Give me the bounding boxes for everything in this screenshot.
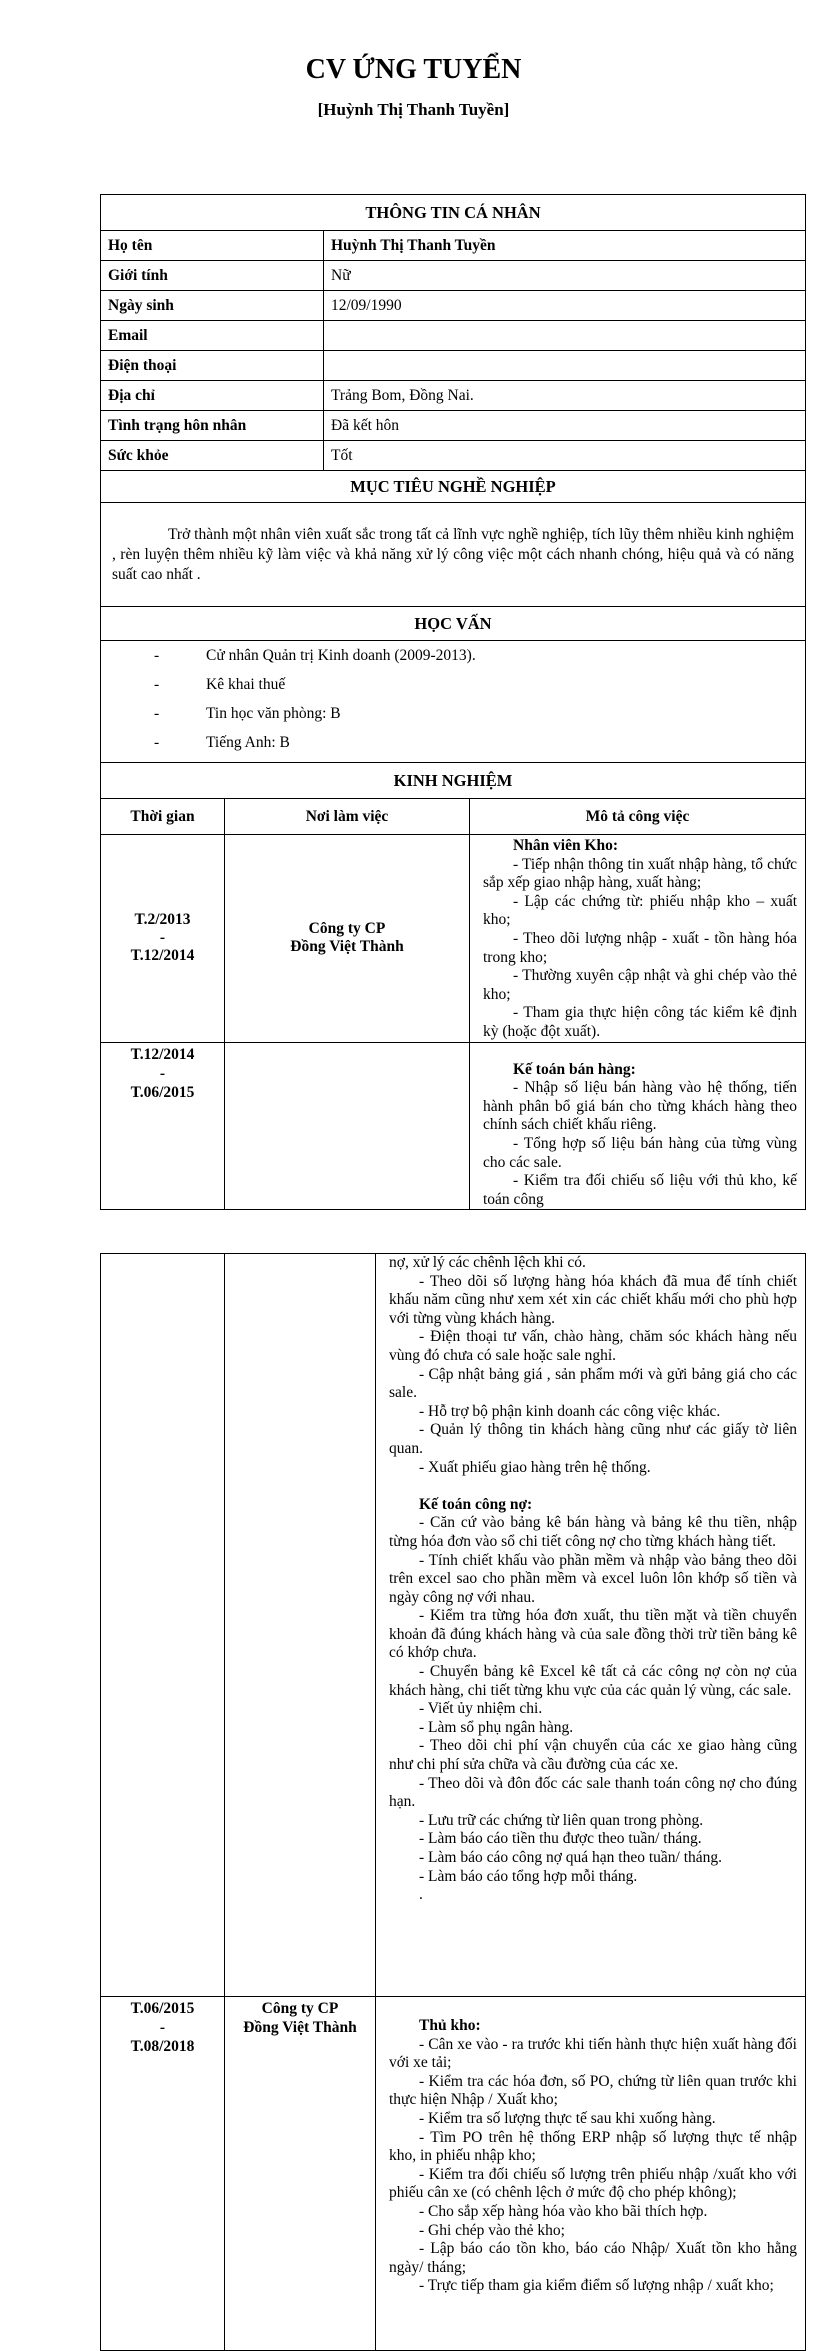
job-description: nợ, xử lý các chênh lệch khi có. - Theo dõi số lượng hàng hóa khách đã mua để tính chiết khấu năm cũng như xem xét xin các chiết khấu mới cho phù hợp với từng vùng khách hàng. - Điện thoại tư vấn, chào hàng, chăm sóc khách hàng nếu vùng đó chưa có sale hoặc sale nghỉ. - Cập nhật bảng giá , sản phẩm mới và gửi bảng giá cho các sale. - Hỗ trợ bộ phận kinh doanh các công việc khác. - Quản lý thông tin khách hàng cũng như các giấy tờ liên quan. - Xuất phiếu giao hàng trên hệ thống. Kế toán công nợ: - Căn cứ vào bảng kê bán hàng và bảng kê thu tiền, nhập từng hóa đơn vào sổ chi tiết công nợ cho từng khách hàng tiết. - Tính chiết khấu vào phần mềm và nhập vào bảng theo dõi trên excel sao cho phần mềm và excel luôn lôn khớp số tiền và ngày công nợ với nhau. - Kiểm tra từng hóa đơn xuất, thu tiền mặt và tiền chuyển khoản đã đúng khách hàng và của sale đồng thời trừ tiền bảng kê có khớp chưa. - Chuyển bảng kê Excel kê tất cả các công nợ còn nợ của khách hàng, chi tiết từng khu vực của các quản lý vùng, các sale. - Viết ủy nhiệm chi. - Làm sổ phụ ngân hàng. - Theo dõi chi phí vận chuyển của các xe giao hàng cũng như chi phí sửa chữa và cầu đường của các xe. - Theo dõi và đôn đốc các sale thanh toán công nợ cho đúng hạn. - Lưu trữ các chứng từ liên quan trong phòng. - Làm báo cáo tiền thu được theo tuần/ tháng. - Làm báo cáo công nợ quá hạn theo tuần/ tháng. - Làm báo cáo tổng hợp mỗi tháng. . bbox=[376, 1254, 806, 1997]
job-company bbox=[225, 1042, 470, 1210]
field-value: Tốt bbox=[324, 441, 806, 471]
field-value: Huỳnh Thị Thanh Tuyền bbox=[324, 231, 806, 261]
objective-section-title: MỤC TIÊU NGHỀ NGHIỆP bbox=[101, 471, 806, 503]
job-company: Công ty CP Đồng Việt Thành bbox=[225, 1997, 376, 2351]
field-value: 12/09/1990 bbox=[324, 291, 806, 321]
field-label: Địa chỉ bbox=[101, 381, 324, 411]
table-row bbox=[101, 835, 806, 1043]
table-row bbox=[101, 1254, 806, 1997]
table-row bbox=[101, 1997, 806, 2351]
job-description: Thủ kho: - Cân xe vào - ra trước khi tiến hành thực hiện xuất hàng đối với xe tải; - Kiểm tra các hóa đơn, số PO, chứng từ liên quan trước khi thực hiện Nhập / Xuất kho; - Kiểm tra số lượng thực tế sau khi xuống hàng. - Tìm PO trên hệ thống ERP nhập số lượng thực tế nhập kho, in phiếu nhập kho; - Kiểm tra đối chiếu số lượng trên phiếu nhập /xuất kho với phiếu cân xe (có chênh lệch ở mức độ cho phép không); - Cho sắp xếp hàng hóa vào kho bãi thích hợp. - Ghi chép vào thẻ kho; - Lập báo cáo tồn kho, báo cáo Nhập/ Xuất tồn kho hằng ngày/ tháng; - Trực tiếp tham gia kiểm điểm số lượng nhập / xuất kho; bbox=[376, 1997, 806, 2351]
personal-section-title: THÔNG TIN CÁ NHÂN bbox=[101, 195, 806, 231]
job-time: T.2/2013 - T.12/2014 bbox=[101, 835, 225, 1043]
email-value bbox=[324, 321, 806, 351]
field-value: Đã kết hôn bbox=[324, 411, 806, 441]
cv-title: CV ỨNG TUYỂN bbox=[305, 54, 522, 85]
field-label: Giới tính bbox=[101, 261, 324, 291]
field-label: Email bbox=[101, 321, 324, 351]
education-item: Cử nhân Quản trị Kinh doanh (2009-2013). bbox=[206, 646, 476, 664]
job-description: Kế toán bán hàng: - Nhập số liệu bán hàng vào hệ thống, tiến hành phân bổ giá bán cho từng khách hàng theo chính sách chiết khấu riêng. - Tổng hợp số liệu bán hàng của từng vùng cho các sale. - Kiểm tra đối chiếu số liệu với thủ kho, kế toán công bbox=[470, 1042, 806, 1210]
field-label: Điện thoại bbox=[101, 351, 324, 381]
education-section-title: HỌC VẤN bbox=[101, 607, 806, 641]
field-label: Ngày sinh bbox=[101, 291, 324, 321]
personal-row bbox=[101, 441, 806, 471]
table-row bbox=[101, 1042, 806, 1210]
col-header-time: Thời gian bbox=[101, 799, 225, 835]
field-value: Nữ bbox=[324, 261, 806, 291]
personal-row bbox=[101, 411, 806, 441]
field-label: Tình trạng hôn nhân bbox=[101, 411, 324, 441]
cv-name-subtitle: [Huỳnh Thị Thanh Tuyền] bbox=[317, 100, 510, 119]
job-time: T.06/2015 - T.08/2018 bbox=[101, 1997, 225, 2351]
job-description: Nhân viên Kho: - Tiếp nhận thông tin xuất nhập hàng, tổ chức sắp xếp giao nhập hàng, xuất hàng; - Lập các chứng từ: phiếu nhập kho – xuất kho; - Theo dõi lượng nhập - xuất - tồn hàng hóa trong kho; - Thường xuyên cập nhật và ghi chép vào thẻ kho; - Tham gia thực hiện công tác kiểm kê định kỳ (hoặc đột xuất). bbox=[470, 835, 806, 1043]
personal-row bbox=[101, 261, 806, 291]
personal-row bbox=[101, 231, 806, 261]
personal-row bbox=[101, 321, 806, 351]
list-item: - Tin học văn phòng: B bbox=[154, 704, 341, 722]
col-header-desc: Mô tả công việc bbox=[470, 799, 806, 835]
cv-table-page1 bbox=[100, 194, 806, 1210]
phone-value bbox=[324, 351, 806, 381]
personal-row bbox=[101, 351, 806, 381]
education-item: Tin học văn phòng: B bbox=[206, 704, 341, 722]
field-value: Trảng Bom, Đồng Nai. bbox=[324, 381, 806, 411]
personal-row bbox=[101, 291, 806, 321]
job-company bbox=[225, 1254, 376, 1997]
experience-section-title: KINH NGHIỆM bbox=[101, 763, 806, 799]
personal-row bbox=[101, 381, 806, 411]
education-item: Kê khai thuế bbox=[206, 675, 286, 693]
job-time: T.12/2014 - T.06/2015 bbox=[101, 1042, 225, 1210]
field-label: Họ tên bbox=[101, 231, 324, 261]
objective-text: Trở thành một nhân viên xuất sắc trong tất cả lĩnh vực nghề nghiệp, tích lũy thêm nhiều kinh nghiệm , rèn luyện thêm nhiều kỹ làm việc và khả năng xử lý công việc một cách nhanh chóng, hiệu quả và có năng suất cao nhất . bbox=[112, 525, 795, 583]
list-item: - Cử nhân Quản trị Kinh doanh (2009-2013). bbox=[154, 646, 476, 664]
list-item: - Tiếng Anh: B bbox=[154, 733, 290, 751]
job-time bbox=[101, 1254, 225, 1997]
field-label: Sức khỏe bbox=[101, 441, 324, 471]
education-item: Tiếng Anh: B bbox=[206, 733, 290, 751]
col-header-place: Nơi làm việc bbox=[225, 799, 470, 835]
job-company: Công ty CP Đồng Việt Thành bbox=[225, 835, 470, 1043]
list-item: - Kê khai thuế bbox=[154, 675, 286, 693]
cv-table-page2 bbox=[100, 1253, 806, 2351]
